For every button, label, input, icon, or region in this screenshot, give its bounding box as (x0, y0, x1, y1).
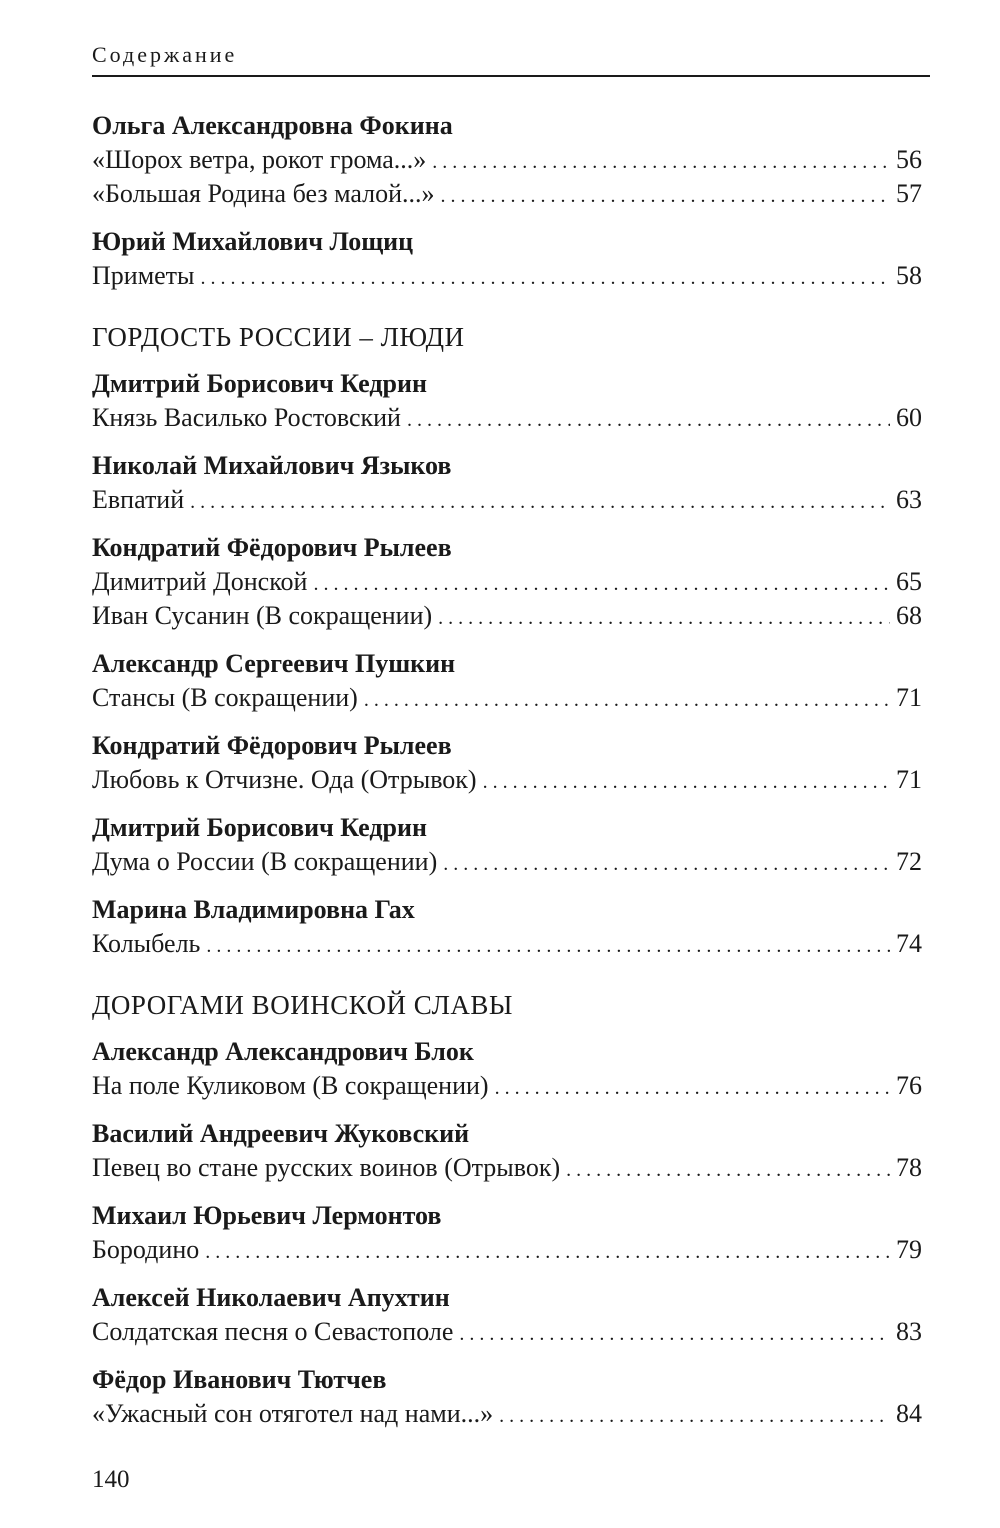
entry-page-number: 60 (896, 403, 922, 432)
author-name: Марина Владимировна Гах (92, 895, 415, 924)
dot-leader (205, 1235, 890, 1269)
entry-page-number: 72 (896, 847, 922, 876)
dot-leader (201, 261, 890, 295)
running-head: Содержание (92, 42, 238, 67)
dot-leader (499, 1399, 890, 1433)
entry-page-number: 71 (896, 765, 922, 794)
entry-page-number: 65 (896, 567, 922, 596)
entry-title: «Шорох ветра, рокот грома...» (92, 145, 427, 174)
dot-leader (483, 765, 890, 799)
entry-title: Димитрий Донской (92, 567, 308, 596)
toc-entry[interactable] (92, 259, 922, 293)
author-name: Александр Сергеевич Пушкин (92, 649, 456, 678)
author-name: Дмитрий Борисович Кедрин (92, 369, 427, 398)
toc-entry[interactable] (92, 143, 922, 177)
entry-page-number: 63 (896, 485, 922, 514)
entry-title: Бородино (92, 1235, 200, 1264)
dot-leader (566, 1153, 890, 1187)
toc-entry[interactable] (92, 1233, 922, 1267)
author-name: Алексей Николаевич Апухтин (92, 1283, 450, 1312)
header-rule (92, 75, 930, 77)
entry-title: Дума о России (В сокращении) (92, 847, 438, 876)
toc-entry[interactable] (92, 681, 922, 715)
toc-entry[interactable] (92, 599, 922, 633)
toc-entry[interactable] (92, 177, 922, 211)
author-name: Дмитрий Борисович Кедрин (92, 813, 427, 842)
dot-leader (364, 683, 890, 717)
entry-title: Любовь к Отчизне. Ода (Отрывок) (92, 765, 477, 794)
toc-entry[interactable] (92, 927, 922, 961)
entry-page-number: 56 (896, 145, 922, 174)
entry-page-number: 71 (896, 683, 922, 712)
dot-leader (495, 1071, 890, 1105)
entry-page-number: 74 (896, 929, 922, 958)
table-of-contents (92, 109, 922, 1431)
dot-leader (313, 567, 890, 601)
entry-title: На поле Куликовом (В сокращении) (92, 1071, 489, 1100)
toc-entry[interactable] (92, 845, 922, 879)
section-heading: ДОРОГАМИ ВОИНСКОЙ СЛАВЫ (92, 990, 513, 1020)
toc-entry[interactable] (92, 1397, 922, 1431)
entry-title: Иван Сусанин (В сокращении) (92, 601, 433, 630)
dot-leader (432, 145, 890, 179)
dot-leader (443, 847, 890, 881)
toc-entry[interactable] (92, 483, 922, 517)
dot-leader (190, 485, 890, 519)
entry-title: Князь Василько Ростовский (92, 403, 401, 432)
entry-page-number: 68 (896, 601, 922, 630)
author-name: Кондратий Фёдорович Рылеев (92, 731, 452, 760)
dot-leader (441, 179, 890, 213)
page-number: 140 (92, 1466, 130, 1493)
entry-page-number: 58 (896, 261, 922, 290)
author-name: Михаил Юрьевич Лермонтов (92, 1201, 442, 1230)
entry-title: «Ужасный сон отяготел над нами...» (92, 1399, 494, 1428)
entry-title: Приметы (92, 261, 195, 290)
entry-title: «Большая Родина без малой...» (92, 179, 435, 208)
author-name: Юрий Михайлович Лощиц (92, 227, 414, 256)
entry-title: Певец во стане русских воинов (Отрывок) (92, 1153, 561, 1182)
toc-entry[interactable] (92, 1151, 922, 1185)
author-name: Кондратий Фёдорович Рылеев (92, 533, 452, 562)
entry-title: Солдатская песня о Севастополе (92, 1317, 454, 1346)
entry-title: Колыбель (92, 929, 201, 958)
author-name: Василий Андреевич Жуковский (92, 1119, 470, 1148)
toc-entry[interactable] (92, 1069, 922, 1103)
dot-leader (438, 601, 890, 635)
dot-leader (407, 403, 890, 437)
entry-page-number: 57 (896, 179, 922, 208)
toc-entry[interactable] (92, 401, 922, 435)
author-name: Николай Михайлович Языков (92, 451, 452, 480)
dot-leader (206, 929, 890, 963)
entry-page-number: 78 (896, 1153, 922, 1182)
toc-entry[interactable] (92, 1315, 922, 1349)
toc-entry[interactable] (92, 763, 922, 797)
entry-title: Евпатий (92, 485, 185, 514)
entry-page-number: 76 (896, 1071, 922, 1100)
section-heading: ГОРДОСТЬ РОССИИ – ЛЮДИ (92, 322, 465, 352)
author-name: Ольга Александровна Фокина (92, 111, 453, 140)
entry-title: Стансы (В сокращении) (92, 683, 358, 712)
dot-leader (459, 1317, 890, 1351)
entry-page-number: 84 (896, 1399, 922, 1428)
entry-page-number: 79 (896, 1235, 922, 1264)
toc-entry[interactable] (92, 565, 922, 599)
entry-page-number: 83 (896, 1317, 922, 1346)
author-name: Александр Александрович Блок (92, 1037, 474, 1066)
author-name: Фёдор Иванович Тютчев (92, 1365, 387, 1394)
